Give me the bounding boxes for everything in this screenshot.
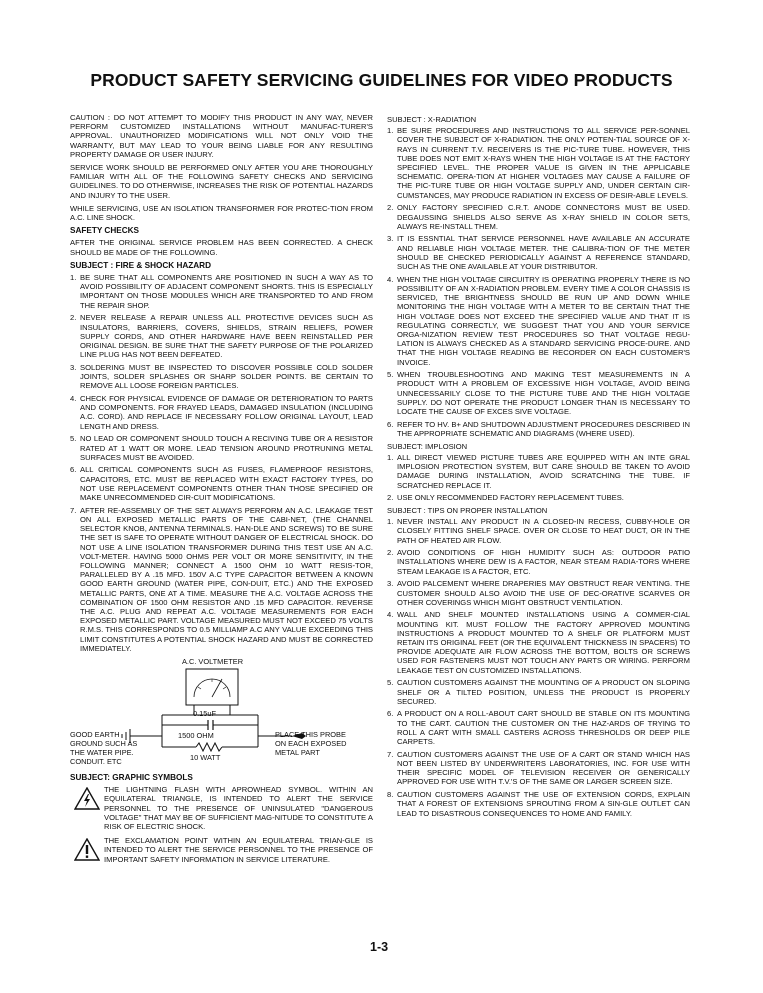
intro-isolation: WHILE SERVICING, USE AN ISOLATION TRANSFORMER FOR PROTEC-TION FROM A.C. LINE SHOCK. bbox=[70, 203, 373, 223]
tips-list bbox=[387, 517, 690, 818]
list-item: 2. NEVER RELEASE A REPAIR UNLESS ALL PROTECTIVE DEVICES SUCH AS INSULATORS, BARRIERS, COVERS, SHIELDS, STRAIN RELIEFS, POWER SUPPLY CORDS, AND OTHER HARDWARE HAVE BEEN REINSTALLED PER ORIGINAL DESIGN. BE SURE THAT THE SAFETY PURPOSE OF THE POLARIZED LINE PLUG HAS NOT BEEN DEFEATED. bbox=[70, 313, 373, 360]
fire-shock-list bbox=[70, 273, 373, 653]
list-item: 2. AVOID CONDITIONS OF HIGH HUMIDITY SUCH AS: OUTDOOR PATIO INSTALLATIONS WHERE DEW IS A FACTOR, NEAR STEAM RADIA-TORS WHERE STEAM LEAKAGE IS A FACTOR, ETC. bbox=[387, 548, 690, 576]
list-item: 6. ALL CRITICAL COMPONENTS SUCH AS FUSES, FLAMEPROOF RESISTORS, CAPACITORS, ETC. MUST BE REPLACED WITH EXACT FACTORY TYPES, DO NOT USE REPLACEMENT COMPONENTS OTHER THAN THOSE SPECIFIED OR MAKE UNRECOMMENDED CIR-CUIT MODIFICATIONS. bbox=[70, 465, 373, 503]
voltmeter-needle bbox=[212, 679, 222, 697]
safety-checks-text: AFTER THE ORIGINAL SERVICE PROBLEM HAS BEEN CORRECTED. A CHECK SHOULD BE MADE OF THE FOLLOWING. bbox=[70, 238, 373, 257]
list-item: 1. BE SURE THAT ALL COMPONENTS ARE POSITIONED IN SUCH A WAY AS TO AVOID POSSIBILITY OF ADJACENT COMPONENT SHORTS. THIS IS ESPECIALLY IMPORTANT ON THOSE MODULES WHICH ARE TRANSPORTED TO AND FROM THE REPAIR SHOP. bbox=[70, 273, 373, 310]
implosion-heading: SUBJECT: IMPLOSION bbox=[387, 441, 468, 451]
probe-label: PLACE THIS PROBE ON EACH EXPOSED METAL PART bbox=[275, 729, 347, 757]
list-item: 1. BE SURE PROCEDURES AND INSTRUCTIONS TO ALL SERVICE PER-SONNEL COVER THE SUBJECT OF X-RADIATION. THE ONLY POTEN-TIAL SOURCE OF X-RAYS IN CURRENT T.V. RECEIVERS IS THE PIC-TURE TUBE. HOWEVER, THIS TUBE DOES NOT EMIT X-RAYS WHEN THE HIGH VOLTAGE IS AT THE FACTORY SPECIFIED LEVEL. THE PROPER VALUE IS GIVEN IN THE APPLICABLE SCHEMATIC. OPERA-TION AT HIGHER VOLTAGES MAY CAUSE A FAILURE OF THE PIC-TURE TUBE OR HIGH VOLTAGE SUPPLY AND, UNDER CERTAIN CIR-CUMSTANCES, MAY PRODUCE RADIATION IN EXCESS OF DESIR-ABLE LEVELS. bbox=[387, 126, 690, 200]
ground-label: GOOD EARTH GROUND SUCH AS THE WATER PIPE. CONDUIT. ETC bbox=[70, 729, 138, 766]
resistor-label: 1500 OHM bbox=[178, 730, 214, 740]
intro-caution: CAUTION : DO NOT ATTEMPT TO MODIFY THIS PRODUCT IN ANY WAY, NEVER PERFORM CUSTOMIZED INSTALLATIONS WITHOUT MANUFAC-TURER'S APPROVAL. UNAUTHORIZED MODIFICATIONS WILL NOT ONLY VOID THE WARRANTY, BUT MAY LEAD TO YOUR BEING LIABLE FOR ANY RESULTING PROPERTY DAMAGE OR USER INJURY. bbox=[70, 113, 373, 159]
page-title: PRODUCT SAFETY SERVICING GUIDELINES FOR VIDEO PRODUCTS bbox=[90, 70, 673, 90]
list-item: 6. REFER TO HV. B+ AND SHUTDOWN ADJUSTMENT PROCEDURES DESCRIBED IN THE APPROPRIATE SCHEMATIC AND DIAGRAMS (WHERE USED). bbox=[387, 419, 690, 438]
voltmeter-box bbox=[186, 669, 238, 705]
symbol-exclamation-text: THE EXCLAMATION POINT WITHIN AN EQUILATERAL TRIAN-GLE IS INTENDED TO ALERT THE SERVICE PERSONNEL TO THE PRESENCE OF IMPORTANT SAFETY INFORMATION IN SERVICE LITERATURE. bbox=[104, 836, 373, 864]
intro-service-work: SERVICE WORK SHOULD BE PERFORMED ONLY AFTER YOU ARE THOROUGHLY FAMILIAR WITH ALL OF THE FOLLOWING SAFETY CHECKS AND SERVICING GUIDELINES. TO DO OTHERWISE, INCREASES THE RISK OF POTENTIAL HAZARDS AND INJURY TO THE USER. bbox=[70, 163, 373, 200]
right-column bbox=[387, 113, 690, 821]
resistor-zigzag bbox=[196, 743, 222, 751]
list-item: 3. IT IS ESSNTIAL THAT SERVICE PERSONNEL HAVE AVAILABLE AN ACCURATE AND RELIABLE HIGH VOLTAGE METER. THE CALIBRA-TION OF THE METER SHOULD BE CHECKED PERIODICALLY AGAINST A REFERENCE STANDARD, SUCH AS THE ONE AVAILABLE AT YOUR DISTRIBUTOR. bbox=[387, 234, 690, 272]
list-item: 7. AFTER RE-ASSEMBLY OF THE SET ALWAYS PERFORM AN A.C. LEAKAGE TEST ON ALL EXPOSED METALLIC PARTS OF THE CABI-NET, (THE CHANNEL SELECTOR KNOB, ANTENNA TERMINALS. HAN-DLE AND SCREWS) TO BE SURE THE SET IS SAFE TO OPERATE WITHOUT DANGER OF ELECTRICAL SHOCK. DO NOT USE A LINE ISOLATION TRANSFORMER DURING THIS TEST USE AN A.C. VOLT-METER. HAVING 5000 OHMS PER VOLT OR MORE SENSITIVITY, IN THE FOLLOWING MANNER; CONNECT A 1500 OHM 10 WATT RESIS-TOR, PARALLELED BY A .15 MFD. 150V A.C TYPE CAPACITOR BETWEEN A KNOWN GOOD EARTH GROUND (WATER PIPE, CON-DUIT, ETC.) AND THE EXPOSED METALLIC PARTS, ONE AT A TIME. MEASURE THE A.C. VOLTAGE ACROSS THE COMBINATION OF 1500 OHM RESISTOR AND .15 MFD CAPACITOR. REVERSE THE A.C. PLUG AND REPEAT A.C. VOLTAGE MEASUREMENTS FOR EACH EXPOSED METALLIC PART. VOLTAGE MEASURED MUST NOT EXCEED 75 VOLTS R.M.S. THIS CORRESPONDS TO 0.5 MILLIAMP A.C ANY VALUE EXCEEDING THIS LIMIT CONSTITUTES A POTENTIAL SHOCK HAZARD AND MUST BE CORRECTED IMMEDIATELY. bbox=[70, 505, 373, 653]
left-column bbox=[70, 113, 373, 869]
capacitor-label: 0.15uF bbox=[193, 708, 217, 718]
symbol-lightning-text: THE LIGHTNING FLASH WITH APROWHEAD SYMBOL. WITHIN AN EQUILATERAL TRIANGLE, IS INTENDED TO ALERT THE SERVICE PERSONNEL TO THE PRESENCE OF UNINSULATED "DANGEROUS VOLTAGE" THAT MAY BE OF SUFFICIENT MAG-NITUDE TO CONSTITUTE A RISK OF ELECTRIC SHOCK. bbox=[104, 785, 373, 831]
lightning-warning-icon bbox=[74, 787, 100, 810]
page-number: 1-3 bbox=[370, 940, 389, 954]
list-item: 8. CAUTION CUSTOMERS AGAINST THE USE OF EXTENSION CORDS, EXPLAIN THAT A FOREST OF EXTENSIONS SPROUTING FROM A SIN-GLE OUTLET CAN LEAD TO DISASTROUS CONSEQUENCES TO HOME AND FAMILY. bbox=[387, 790, 690, 818]
list-item: 4. WHEN THE HIGH VOLTAGE CIRCUITRY IS OPERATING PROPERLY THERE IS NO POSSIBILITY OF AN X-RADIATION PROBLEM. EVERY TIME A COLOR CHASSIS IS SERVICED, THE BRIGHTNESS SHOULD BE RUN UP AND DOWN WHILE MONITORING THE HIGH VOLTAGE WITH A METER TO BE CERTAIN THAT THE HIGH VOLTAGE DOES NOT EXCEED THE SPECIFIED VALUE AND THAT IT IS REGULATING CORRECTLY, WE SUGGEST THAT YOU AND YOUR SERVICE ORGA-NIZATION REVIEW TEST PROCEDURES SO THAT VOLTAGE REGU-LATION IS ALWAYS CHECKED AS A STANDARD SERVICING PROCE-DURE. AND THAT THE HIGH VOLTAGE READING BE RECORDER ON EACH CUSTOMER'S INVOICE. bbox=[387, 274, 690, 367]
list-item: 1. NEVER INSTALL ANY PRODUCT IN A CLOSED-IN RECESS, CUBBY-HOLE OR CLOSELY FITTING SHELF SPACE. OVER OR CLOSE TO HEAT DUCT, OR IN THE PATH OF HEATED AIR FLOW. bbox=[387, 517, 690, 545]
list-item: 4. WALL AND SHELF MOUNTED INSTALLATIONS USING A COMMER-CIAL MOUNTING KIT. MUST FOLLOW THE FACTORY APPROVED MOUNTING INSTRUCTIONS A PRODUCT MOUNTED TO A SHELF OR PLATFORM MUST RETAIN ITS ORIGINAL FEET (OR THE EQUIVALENT THICKNESS IN SPACERS) TO PROVIDE ADEQUATE AIR FLOW ACROSS THE BOTTOM, BOLTS OR SCREWS USED FOR FASTENERS MUST NOT TOUCH ANY PARTS OR WIRING. PERFORM LEAKAGE TEST ON CUSTOMIZED INSTALLATIONS. bbox=[387, 610, 690, 675]
tips-heading: SUBJECT : TIPS ON PROPER INSTALLATION bbox=[387, 505, 548, 515]
list-item: 5. CAUTION CUSTOMERS AGAINST THE MOUNTING OF A PRODUCT ON SLOPING SHELF OR A TILTED POSITION, UNLESS THE PRODUCT IS PROPERLY SECURED. bbox=[387, 678, 690, 706]
safety-checks-heading: SAFETY CHECKS bbox=[70, 226, 139, 236]
list-item: 6. A PRODUCT ON A ROLL-ABOUT CART SHOULD BE STABLE ON ITS MOUNTING TO THE CART. CAUTION THE CUSTOMER ON THE HAZ-ARDS OF TRYING TO ROLL A CART WITH SMALL CASTERS ACROSS THRESHOLDS OR DEEP PILE CARPETS. bbox=[387, 709, 690, 747]
list-item: 5. NO LEAD OR COMPONENT SHOULD TOUCH A RECIVING TUBE OR A RESISTOR RATED AT 1 WATT OR MORE. LEAD TENSION AROUND PROTRUNING METAL SURFACES MUST BE AVOIDED. bbox=[70, 434, 373, 462]
leakage-test-diagram bbox=[70, 657, 373, 769]
symbol-exclamation bbox=[70, 836, 373, 864]
list-item: 2. USE ONLY RECOMMENDED FACTORY REPLACEMENT TUBES. bbox=[387, 493, 624, 503]
list-item: 1. ALL DIRECT VIEWED PICTURE TUBES ARE EQUIPPED WITH AN INTE GRAL IMPLOSION PROTECTION SYSTEM, BUT CARE SHOULD BE TAKEN TO AVOID DAMAGE DURING INSTALLATION, AVOID SCRATCHING THE TUBE. IF SCRATCHED REPLACE IT. bbox=[387, 452, 690, 490]
fire-shock-heading: SUBJECT : FIRE & SHOCK HAZARD bbox=[70, 260, 212, 270]
watt-label: 10 WATT bbox=[190, 752, 221, 762]
implosion-list bbox=[387, 453, 690, 503]
list-item: 5. WHEN TROUBLESHOOTING AND MAKING TEST MEASUREMENTS IN A PRODUCT WITH A PROBLEM OF EXCESSIVE HIGH VOLTAGE, AVOID BEING UNNECESSARILY CLOSE TO THE PICTURE TUBE AND THE HIGH VOLTAGE SUPPLY. DO NOT OPERATE THE PRODUCT LONGER THAN IS NECESSARY TO LOCATE THE CAUSE OF EXCES SIVE VOLTAGE. bbox=[387, 370, 690, 417]
list-item: 3. AVOID PALCEMENT WHERE DRAPERIES MAY OBSTRUCT REAR VENTING. THE CUSTOMER SHOULD ALSO AVOID THE USE OF DEC-ORATIVE SCARVES OR OTHER COVERINGS WHICH MIGHT OBSTRUCT VENTILATION. bbox=[387, 579, 690, 607]
xray-heading: SUBJECT : X-RADIATION bbox=[387, 115, 477, 124]
graphic-symbols-heading: SUBJECT: GRAPHIC SYMBOLS bbox=[70, 772, 193, 782]
exclamation-warning-icon bbox=[74, 838, 100, 861]
list-item: 4. CHECK FOR PHYSICAL EVIDENCE OF DAMAGE OR DETERIORATION TO PARTS AND COMPONENTS. FOR FRAYED LEADS, DAMAGED INSULATION (INCLUDING A.C. CORD). AND REPLACE IF NECESSARY FOLLOW ORIGINAL LAYOUT, LEAD LENGTH AND DRESS. bbox=[70, 393, 373, 431]
list-item: 3. SOLDERING MUST BE INSPECTED TO DISCOVER POSSIBLE COLD SOLDER JOINTS, SOLDER SPLASHES OR SHARP SOLDER POINTS. BE CERTAIN TO REMOVE ALL LOOSE FOREIGN PARTICLES. bbox=[70, 362, 373, 391]
voltmeter-label: A.C. VOLTMETER bbox=[182, 656, 244, 666]
xray-list bbox=[387, 126, 690, 438]
symbol-lightning bbox=[70, 785, 373, 831]
list-item: 7. CAUTION CUSTOMERS AGAINST THE USE OF A CART OR STAND WHICH HAS NOT BEEN LISTED BY UNDERWRITERS LABORATORIES, INC. FOR USE WITH THEIR SPECIFIC MODEL OF TELEVISION RECEIVER OR GENERICALLY APPROVED FOR USE WITH T.V.'S OF THE SAME OR LARGER SCREEN SIZE. bbox=[387, 749, 690, 787]
list-item: 2. ONLY FACTORY SPECIFIED C.R.T. ANODE CONNECTORS MUST BE USED. DEGAUSSING SHIELDS ALSO SERVE AS X-RAY SHIELD IN COLOR SETS, ALWAYS RE-INSTALL THEM. bbox=[387, 203, 690, 231]
